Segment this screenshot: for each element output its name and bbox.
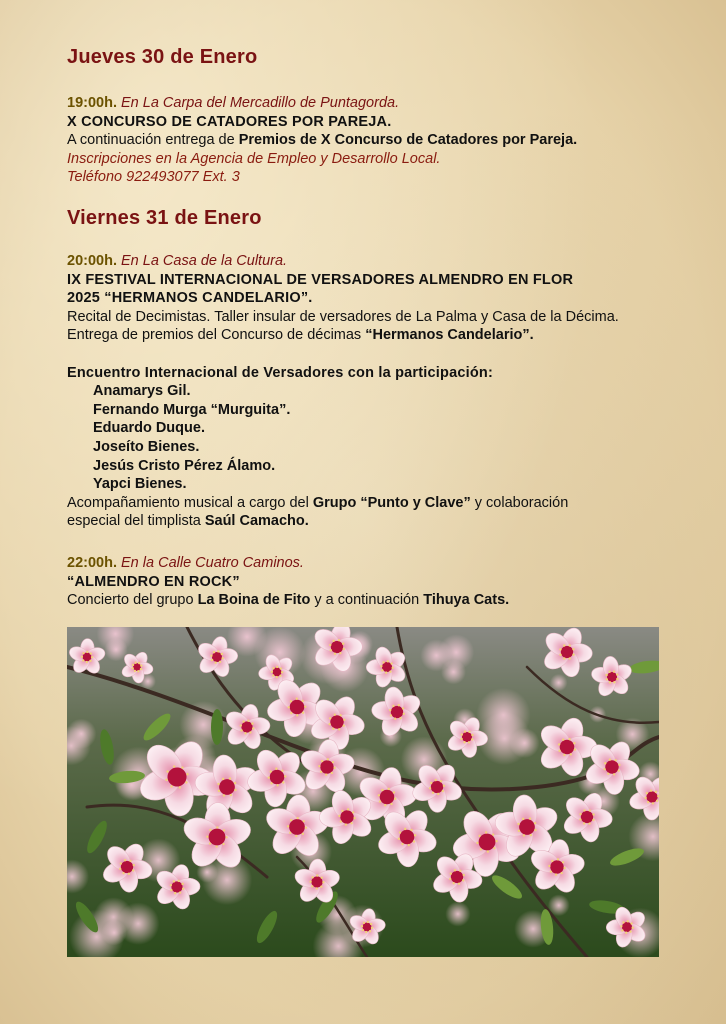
music-credit-line2: [67, 512, 687, 531]
event-note-inscriptions: Inscripciones en la Agencia de Empleo y Desarrollo Local.: [67, 150, 441, 167]
event-description-text: A continuación entrega de: [67, 132, 239, 149]
event-description-bold: “Hermanos Candelario”.: [365, 327, 534, 344]
blossom-illustration: [67, 627, 659, 957]
band-name: La Boina de Fito: [197, 592, 311, 609]
performer-item: Anamarys Gil.: [93, 383, 191, 400]
music-credit-text: especial del timplista: [67, 513, 205, 530]
event-time-place: [67, 252, 687, 271]
almond-blossom-photo: [67, 627, 659, 957]
event-description-line2: [67, 326, 687, 345]
event-time: 20:00h.: [67, 253, 117, 269]
performer-item: Jesús Cristo Pérez Álamo.: [93, 457, 276, 474]
event-description-bold: Premios de X Concurso de Catadores por Pareja.: [238, 132, 578, 149]
music-credit-line1: [67, 494, 687, 513]
music-credit-text: y colaboración: [470, 494, 569, 511]
event-time-place: [67, 94, 687, 113]
bokeh-spot: [420, 639, 452, 671]
event-catadores: [67, 94, 687, 187]
event-place: En La Carpa del Mercadillo de Puntagorda.: [121, 95, 400, 111]
event-heading-line2: 2025 “HERMANOS CANDELARIO”.: [67, 290, 313, 307]
band-name: Tihuya Cats.: [423, 592, 510, 609]
event-time-place: [67, 554, 687, 573]
event-description-line1: Recital de Decimistas. Taller insular de versadores de La Palma y Casa de la Décima.: [67, 308, 619, 325]
event-time: 19:00h.: [67, 95, 117, 111]
event-description: [67, 131, 687, 150]
day-title-jueves: Jueves 30 de Enero: [67, 46, 258, 68]
event-festival-versadores: [67, 252, 687, 531]
spacer: [67, 345, 687, 364]
performer-item: Joseíto Bienes.: [93, 438, 200, 455]
music-credit-text: Acompañamiento musical a cargo del: [67, 494, 313, 511]
event-description-text: y a continuación: [310, 592, 424, 609]
bokeh-spot: [117, 902, 159, 944]
event-note-phone: Teléfono 922493077 Ext. 3: [67, 169, 240, 186]
performer-item: Eduardo Duque.: [93, 420, 205, 437]
bokeh-spot: [445, 901, 470, 926]
music-artist: Saúl Camacho.: [204, 513, 309, 530]
event-almendro-rock: [67, 554, 687, 610]
encounter-title: Encuentro Internacional de Versadores con la participación:: [67, 364, 493, 381]
event-place: En La Casa de la Cultura.: [121, 253, 288, 269]
music-group: Grupo “Punto y Clave”: [312, 494, 471, 511]
event-description: [67, 591, 687, 610]
event-heading: “ALMENDRO EN ROCK”: [67, 573, 240, 590]
event-place: En la Calle Cuatro Caminos.: [121, 555, 304, 571]
event-heading: X CONCURSO DE CATADORES POR PAREJA.: [67, 113, 392, 130]
event-heading-line1: IX FESTIVAL INTERNACIONAL DE VERSADORES ALMENDRO EN FLOR: [67, 271, 574, 288]
event-time: 22:00h.: [67, 555, 117, 571]
performer-item: Yapci Bienes.: [93, 476, 187, 493]
day-title-viernes: Viernes 31 de Enero: [67, 207, 262, 229]
event-description-text: Entrega de premios del Concurso de décimas: [67, 327, 366, 344]
event-description-text: Concierto del grupo: [67, 592, 198, 609]
performer-item: Fernando Murga “Murguita”.: [93, 401, 291, 418]
